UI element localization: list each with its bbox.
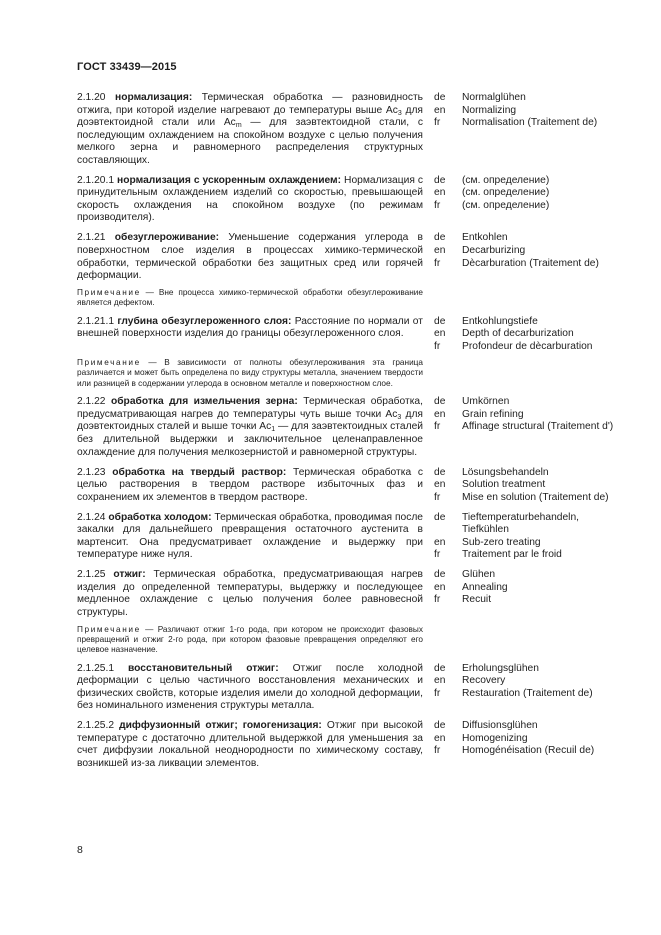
term-name: обработка холодом: [108,511,212,523]
translation-text: Lösungsbehandeln [462,466,549,478]
translation-text: Homogenizing [462,732,528,744]
definition-text: для доэвтектоидной стали или Ac [77,104,423,129]
lang-code: en [434,581,446,593]
translation-text: Solution treatment [462,479,546,491]
lang-code: de [434,315,446,327]
translation-text: Dècarburation (Traitement de) [462,257,599,269]
term-name: нормализация с ускоренным охлаждением: [117,174,342,186]
translation-text: Sub-zero treating [462,536,541,548]
note-label: Примечание [77,358,141,368]
translation-text: Recovery [462,675,506,687]
page-number: 8 [77,844,83,856]
lang-code: fr [434,745,441,757]
lang-code: fr [434,340,441,352]
lang-code: de [434,232,446,244]
definition-text: Расстояние по нормали от внешней поверхности изделия до границы обезуглероженного слоя. [77,315,423,340]
lang-code: de [434,662,446,674]
lang-code: en [434,536,446,548]
translation-text: Glühen [462,569,496,581]
lang-code: de [434,466,446,478]
translations [434,92,597,167]
term-name: глубина обезуглероженного слоя: [117,315,292,327]
term-name: восстановительный отжиг: [128,662,279,674]
translation-text: Depth of decarburization [462,328,574,340]
lang-code: fr [434,594,441,606]
definition-text: Термическая обработка с целью растворения в твердом растворе избыточных фаз и сохранением их элементов в твердом растворе. [77,466,423,503]
lang-code: de [434,511,446,523]
lang-code: fr [434,257,441,269]
term-number: 2.1.20.1 [77,174,115,186]
translation-text: Normalisation (Traitement de) [462,117,598,129]
term-number: 2.1.22 [77,396,106,408]
translations [434,232,599,282]
lang-code: fr [434,687,441,699]
term-name: отжиг: [113,569,146,581]
term-number: 2.1.21 [77,232,106,244]
translation-text: Affinage structural (Traitement d') [462,421,614,433]
translation-text: (см. определение) [462,174,550,186]
lang-code: fr [434,421,441,433]
note [77,358,423,389]
lang-code: de [434,569,446,581]
definition-text: Уменьшение содержания углерода в поверхностном слое изделия в процессах химико-термической обработки, термической обработки без защитных сред или горячей деформации. [77,232,423,282]
subscript: m [235,122,242,130]
note-text: — Вне процесса химико-термической обработки обезуглероживание является дефектом. [77,287,423,307]
term-number: 2.1.21.1 [77,315,115,327]
lang-code: en [434,328,446,340]
translation-text: Normalglühen [462,92,526,103]
term-number: 2.1.20 [77,92,106,103]
term-entry [77,467,617,505]
term-definition [77,316,423,354]
note [77,288,423,308]
lang-code: en [434,479,446,491]
term-definition [77,232,423,282]
term-name: обработка для измельчения зерна: [110,396,298,408]
term-definition [77,569,423,619]
translation-text: Decarburizing [462,245,526,257]
definition-text: — для заэвтектоидных сталей без длительной выдержки и заключительное целенаправленное охлаждение для получения мелкозернистой и равномерной структуры. [77,421,423,458]
translation-text: (см. определение) [462,199,550,211]
translations [434,720,594,770]
term-entry [77,720,617,770]
translation-text: Tieftemperaturbehandeln, [462,511,579,523]
subscript: 1 [271,426,276,434]
term-number: 2.1.23 [77,466,106,478]
lang-code: de [434,720,446,732]
definition-text: Нормализация с принудительным охлаждением изделий со скоростью, превышающей скорость охлаждения на спокойном воздухе (по режимам производителя). [77,174,423,224]
term-entry [77,569,617,655]
note-label: Примечание [77,287,141,297]
term-definition [77,396,423,459]
term-definition [77,720,423,770]
lang-code: en [434,245,446,257]
lang-code: en [434,187,446,199]
lang-code: de [434,174,446,186]
term-entry [77,512,617,562]
translation-text: Traitement par le froid [462,549,562,561]
translation-text: Annealing [462,581,508,593]
translation-text: (см. определение) [462,187,550,199]
term-entry [77,232,617,308]
lang-code [434,524,462,537]
translations [434,663,593,713]
definition-text: Термическая обработка — разновидность отжига, при которой изделие нагревают до температуры выше Ac [77,92,423,116]
term-name: нормализация: [115,92,193,103]
lang-code: de [434,396,446,408]
lang-code: en [434,732,446,744]
term-definition [77,92,423,167]
translations [434,467,609,505]
subscript: 3 [397,413,402,421]
definition-text: Отжиг при высокой температуре с достаточно длительной выдержкой для уменьшения за счет диффузии локальной неоднородности по химическому составу, возникшей из-за ликвации элементов. [77,720,423,769]
translation-text: Normalizing [462,104,517,116]
term-number: 2.1.25 [77,569,106,581]
term-definition [77,512,423,562]
lang-code: de [434,92,446,103]
term-name: диффузионный отжиг; гомогенизация: [119,720,322,732]
definition-text: Термическая обработка, предусматривающая нагрев изделия до определенной температуры, выдержку и последующее медленное охлаждение с целью получения более равновесной структуры. [77,569,423,619]
note-label: Примечание [77,624,141,634]
translation-text: Restauration (Traitement de) [462,687,593,699]
translations [434,175,549,225]
term-entry [77,175,617,225]
term-number: 2.1.25.1 [77,662,115,674]
translations [434,316,593,354]
translation-text: Grain refining [462,408,524,420]
subscript: 3 [397,109,402,117]
term-name: обезуглероживание: [114,232,220,244]
translation-text: Recuit [462,594,492,606]
translations [434,396,613,459]
translation-text: Umkörnen [462,396,510,408]
term-number: 2.1.24 [77,511,106,523]
term-entry [77,663,617,713]
lang-code: en [434,675,446,687]
definition-text: — для заэвтектоидной стали, с последующим охлаждением на спокойном воздухе с целью получения мелкого зерна и равномерного распределения структурных составляющих. [77,117,423,166]
translation-text: Erholungsglühen [462,662,539,674]
translation-text: Profondeur de dècarburation [462,340,593,352]
definition-text: Термическая обработка, проводимая после закалки для дальнейшего превращения остаточного аустенита в мартенсит. Она предусматривает охлаждение и выдержку при температуре ниже нуля. [77,511,423,561]
note [77,625,423,656]
term-name: обработка на твердый раствор: [112,466,287,478]
document-header: ГОСТ 33439—2015 [77,61,177,73]
lang-code: fr [434,117,441,129]
translation-text: Mise en solution (Traitement de) [462,491,609,503]
definition-text: Отжиг после холодной деформации с целью частичного восстановления механических и физических свойств, которые изделия имели до холодной деформации, без номинального изменения структуры металла. [77,662,423,712]
term-entry [77,92,617,167]
definition-text: для доэвтектоидных сталей и выше точки Ac [77,408,423,433]
translation-text: Entkohlungstiefe [462,315,538,327]
translations [434,512,579,562]
term-definition [77,175,423,225]
term-number: 2.1.25.2 [77,720,115,732]
lang-code: en [434,408,446,420]
translation-text: Homogénéisation (Recuil de) [462,745,595,757]
term-definition [77,663,423,713]
term-entry [77,396,617,459]
term-entries [77,92,617,771]
lang-code: fr [434,491,441,503]
definition-text: Термическая обработка, предусматривающая нагрев до температуры чуть выше точки Ac [77,396,423,420]
term-definition [77,467,423,505]
translation-text: Diffusionsglühen [462,720,538,732]
translation-text: Tiefkühlen [462,524,509,536]
term-entry [77,316,617,389]
lang-code: fr [434,549,441,561]
translations [434,569,508,619]
lang-code: fr [434,199,441,211]
note-text: — Различают отжиг 1-го рода, при котором не происходит фазовых превращений и отжиг 2-го рода, при котором фазовые превращения определяют его целевое назначение. [77,624,423,654]
translation-text: Entkohlen [462,232,508,244]
lang-code: en [434,104,446,116]
note-text: — В зависимости от полноты обезуглероживания эта граница различается и может быть определена по виду структуры металла, значением твердости или разницей в содержании углерода в основном металле и поверхностном слое. [77,358,423,388]
